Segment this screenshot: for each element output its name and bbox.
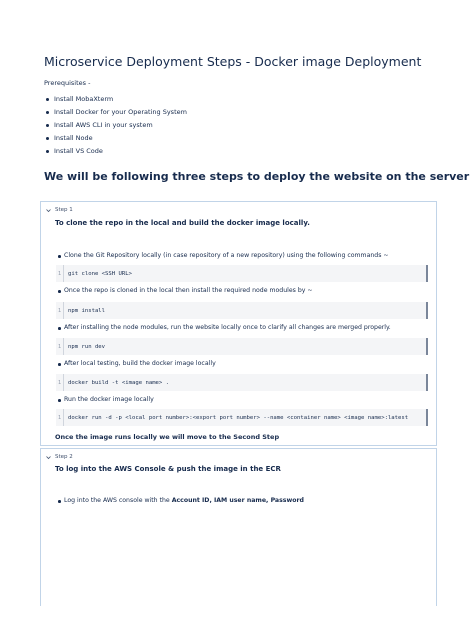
code-text: npm run dev [68, 343, 106, 350]
list-item: After local testing, build the docker image locally [58, 360, 216, 367]
line-number: 1 [56, 409, 64, 426]
chevron-down-icon [46, 208, 51, 213]
page-title: Microservice Deployment Steps - Docker image Deployment [44, 54, 422, 69]
line-number: 1 [56, 265, 64, 282]
list-item: Install Docker for your Operating System [44, 106, 187, 119]
step-1-label: Step 1 [55, 207, 73, 213]
section-heading: We will be following three steps to deploy the website on the server [44, 170, 470, 183]
code-text: npm install [68, 307, 106, 314]
list-item: Clone the Git Repository locally (in case repository of a new repository) using the following commands ~ [58, 252, 389, 259]
line-number: 1 [56, 374, 64, 391]
list-item: Install VS Code [44, 145, 187, 158]
step-1-conclusion: Once the image runs locally we will move to the Second Step [55, 433, 280, 441]
code-block [56, 302, 428, 319]
chevron-down-icon [46, 455, 51, 460]
code-block [56, 265, 428, 282]
code-block [56, 338, 428, 355]
line-number: 1 [56, 338, 64, 355]
code-text: docker build -t <image name> . [68, 379, 170, 386]
step-2-toggle[interactable] [46, 454, 73, 460]
list-item [58, 497, 304, 504]
step-2-panel [40, 448, 437, 606]
list-item: Install AWS CLI in your system [44, 119, 187, 132]
bullet-text: Log into the AWS console with the [64, 497, 172, 504]
step-2-label: Step 2 [55, 454, 73, 460]
prerequisites-label: Prerequisites - [44, 79, 91, 87]
step-1-panel [40, 201, 437, 446]
list-item: Run the docker image locally [58, 396, 154, 403]
list-item: Install MobaXterm [44, 93, 187, 106]
code-block [56, 409, 428, 426]
list-item: After installing the node modules, run the website locally once to clarify all changes are merged properly. [58, 324, 391, 331]
code-block [56, 374, 428, 391]
code-text: docker run -d -p <local port number>:<export port number> --name <container name> <image name>:latest [68, 414, 409, 421]
list-item: Once the repo is cloned in the local then install the required node modules by ~ [58, 287, 313, 294]
step-1-toggle[interactable] [46, 207, 73, 213]
prerequisites-list [44, 93, 187, 158]
step-1-title: To clone the repo in the local and build the docker image locally. [55, 219, 310, 227]
step-2-title: To log into the AWS Console & push the image in the ECR [55, 465, 281, 473]
code-text: git clone <SSH URL> [68, 270, 132, 277]
bullet-bold-text: Account ID, IAM user name, Password [171, 497, 304, 504]
list-item: Install Node [44, 132, 187, 145]
line-number: 1 [56, 302, 64, 319]
